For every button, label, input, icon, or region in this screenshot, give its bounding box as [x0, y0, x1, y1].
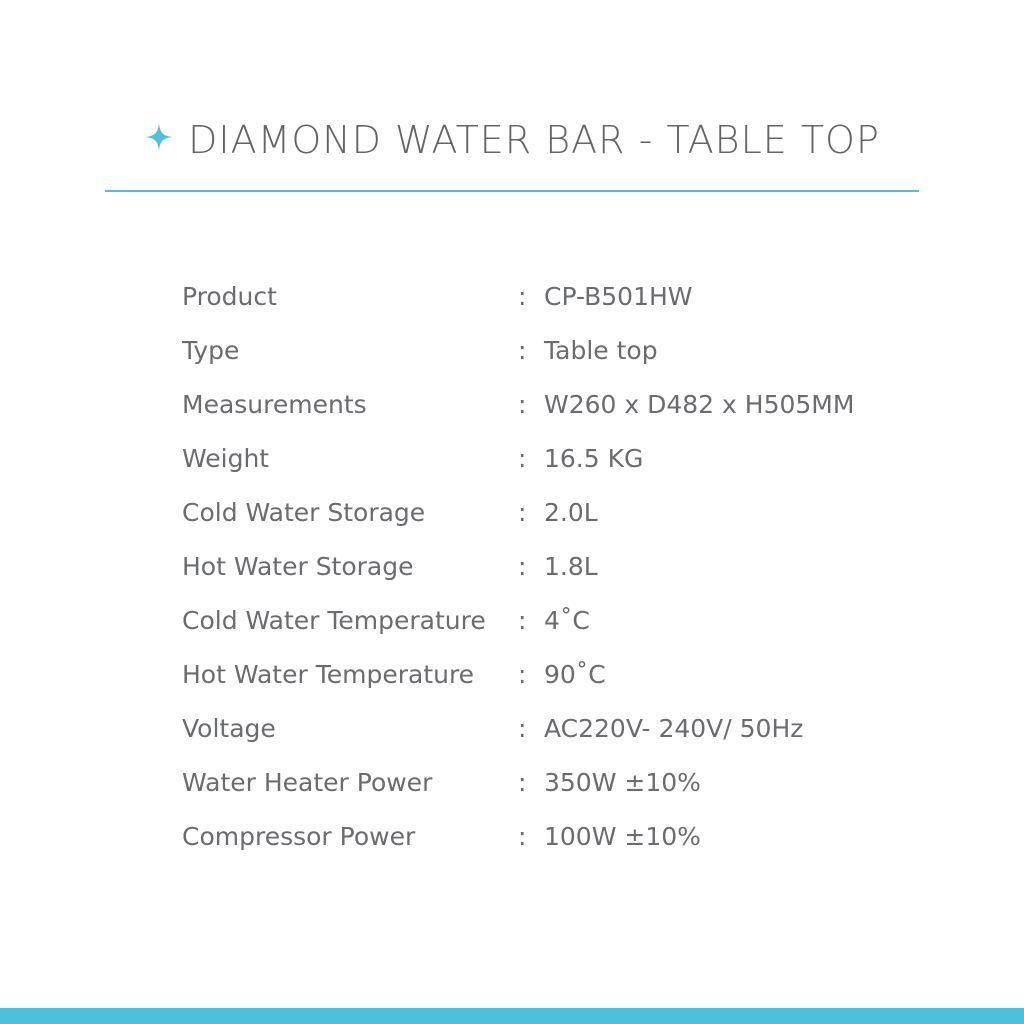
spec-label: Cold Water Storage: [182, 498, 426, 527]
spec-row: [182, 818, 942, 872]
spec-row: [182, 710, 942, 764]
spec-separator: :: [518, 390, 527, 419]
spec-label: Product: [182, 282, 277, 311]
spec-value: AC220V- 240V/ 50Hz: [544, 714, 804, 743]
spec-label: Compressor Power: [182, 822, 416, 851]
header: [0, 118, 1024, 162]
spec-value: 1.8L: [544, 552, 598, 581]
spec-separator: :: [518, 822, 527, 851]
spec-row: [182, 494, 942, 548]
spec-separator: :: [518, 498, 527, 527]
spec-value: 350W ±10%: [544, 768, 701, 797]
spec-row: [182, 602, 942, 656]
spec-value: Table top: [544, 336, 658, 365]
spec-row: [182, 386, 942, 440]
spec-separator: :: [518, 768, 527, 797]
spec-row: [182, 440, 942, 494]
spec-separator: :: [518, 552, 527, 581]
spec-row: [182, 548, 942, 602]
page-title: DIAMOND WATER BAR - TABLE TOP: [188, 118, 880, 162]
spec-label: Water Heater Power: [182, 768, 433, 797]
spec-separator: :: [518, 444, 527, 473]
spec-label: Hot Water Storage: [182, 552, 414, 581]
spec-separator: :: [518, 660, 527, 689]
spec-value: 2.0L: [544, 498, 598, 527]
footer-accent-bar: [0, 1008, 1024, 1024]
spec-table: [182, 278, 942, 872]
spec-label: Voltage: [182, 714, 276, 743]
spec-label: Weight: [182, 444, 270, 473]
spec-value: CP-B501HW: [544, 282, 693, 311]
spec-separator: :: [518, 606, 527, 635]
spec-row: [182, 656, 942, 710]
spec-value: 16.5 KG: [544, 444, 644, 473]
spec-separator: :: [518, 282, 527, 311]
spec-label: Measurements: [182, 390, 367, 419]
spec-separator: :: [518, 336, 527, 365]
spec-value: 100W ±10%: [544, 822, 701, 851]
spec-label: Hot Water Temperature: [182, 660, 475, 689]
spec-value: 4˚C: [544, 606, 590, 635]
spec-separator: :: [518, 714, 527, 743]
spec-row: [182, 764, 942, 818]
header-divider: [105, 190, 919, 192]
spec-value: W260 x D482 x H505MM: [544, 390, 855, 419]
spec-row: [182, 332, 942, 386]
four-point-star-icon: [144, 122, 174, 152]
spec-row: [182, 278, 942, 332]
spec-value: 90˚C: [544, 660, 606, 689]
spec-label: Type: [182, 336, 240, 365]
spec-label: Cold Water Temperature: [182, 606, 486, 635]
